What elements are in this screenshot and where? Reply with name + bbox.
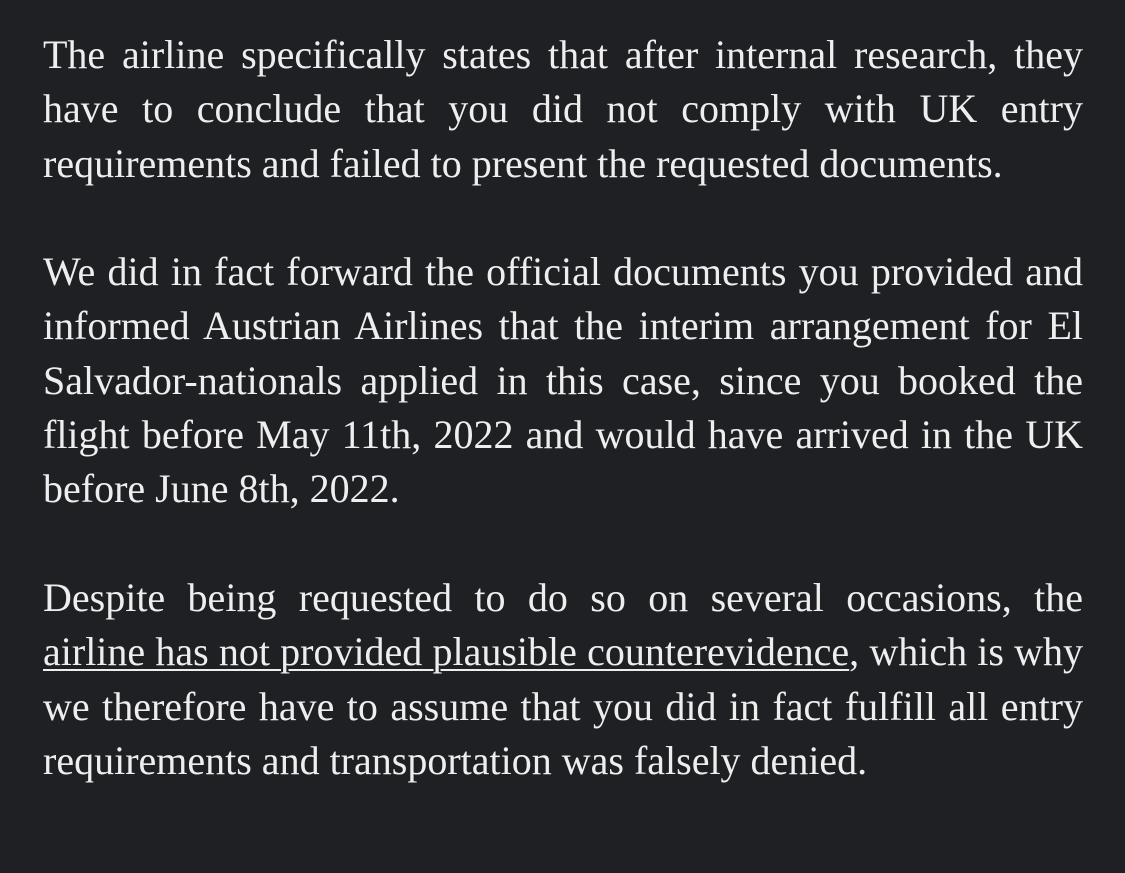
conclusion-text-start: Despite being requested to do so on several occasions, the <box>43 574 1083 620</box>
paragraph-airline-statement: The airline specifically states that after internal research, they have to conclude that you did not comply with UK entry requirements and failed to present the requested documents. <box>43 32 1083 186</box>
paragraph-conclusion <box>43 571 1083 788</box>
conclusion-text-end: , which is why we therefore have to assume that you did in fact fulfill all entry requirements and transportation was falsely denied. <box>43 629 1083 783</box>
underlined-counterevidence-text: airline has not provided plausible counterevidence <box>43 629 850 675</box>
paragraph-documents-forwarded: We did in fact forward the official documents you provided and informed Austrian Airlines that the interim arrangement for El Salvador-nationals applied in this case, since you booked the flight before May 11th, 2022 and would have arrived in the UK before June 8th, 2022. <box>43 249 1083 512</box>
